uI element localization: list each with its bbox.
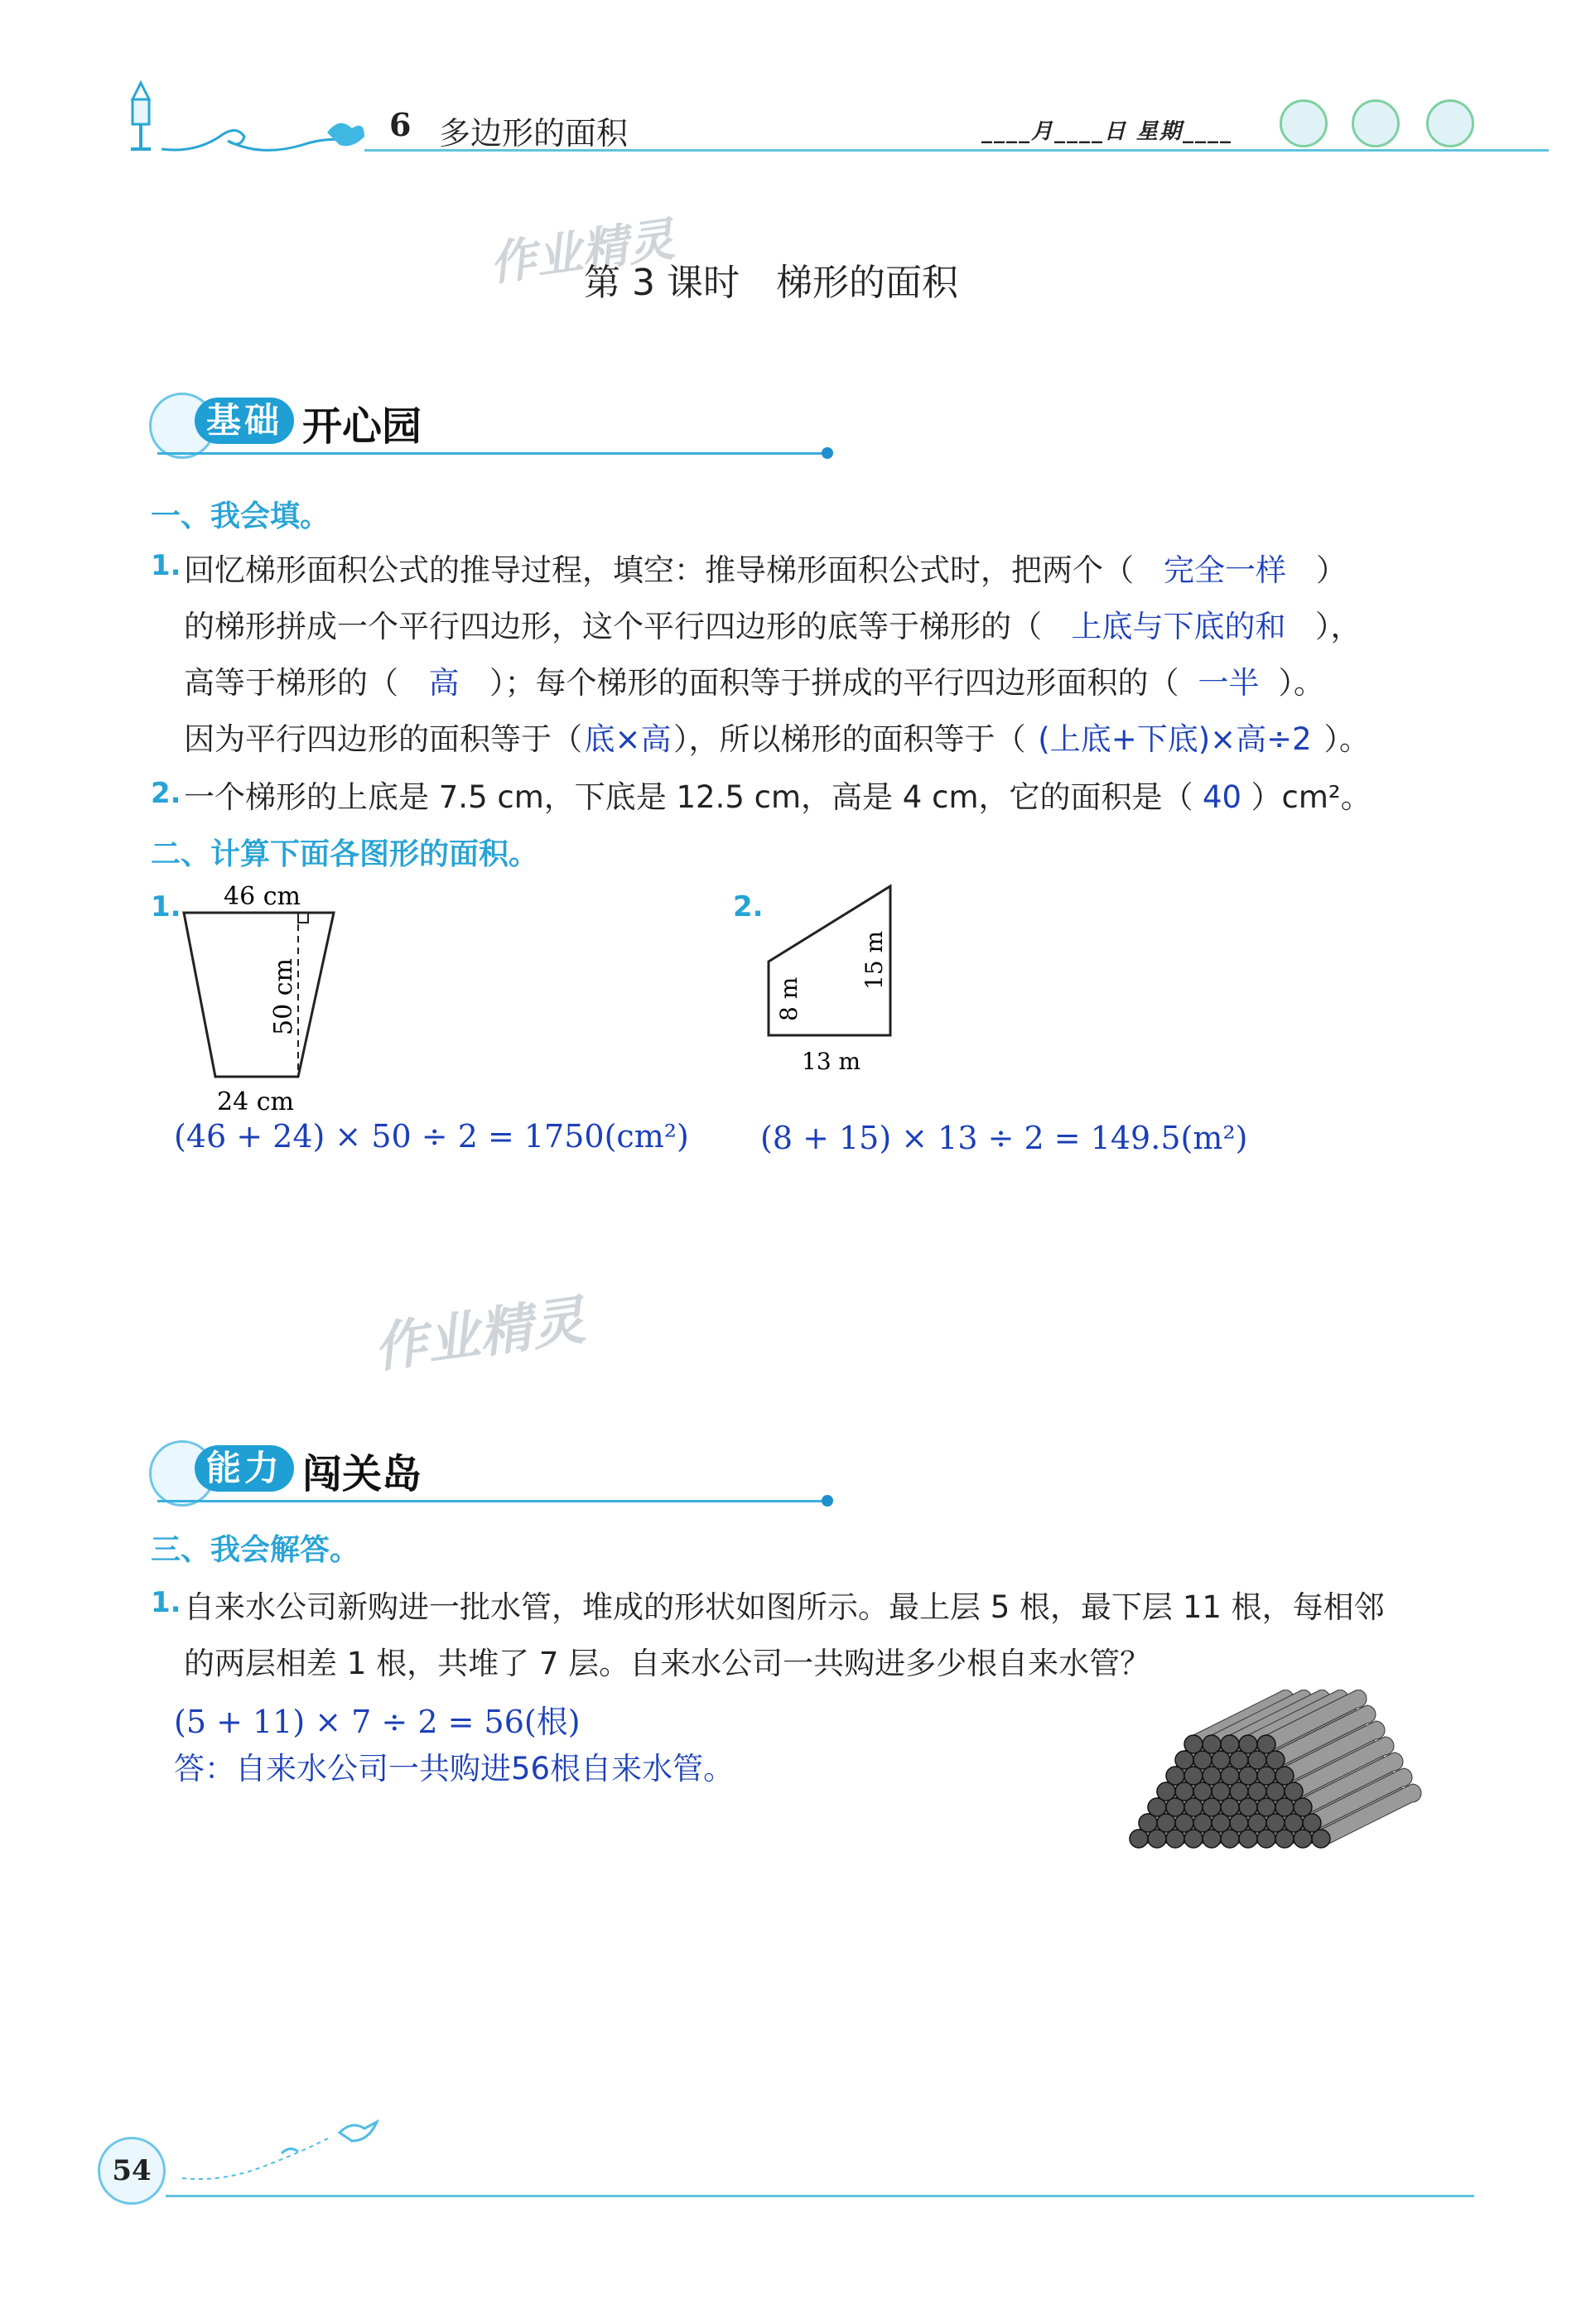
- q1-line4: 因为平行四边形的面积等于（底×高），所以梯形的面积等于（ (上底+下底)×高÷2 ）。: [184, 714, 1370, 759]
- section-rule-dot: [822, 447, 833, 459]
- pipe-end: [1303, 1814, 1321, 1832]
- q1-number: 1.: [151, 549, 181, 582]
- pipe-end: [1193, 1751, 1212, 1769]
- section-badge: 能力: [195, 1445, 294, 1492]
- fig2-left-label: 8 m: [775, 976, 803, 1021]
- pipe-end: [1212, 1814, 1230, 1832]
- pipe-end: [1221, 1798, 1239, 1816]
- watermark: 作业精灵: [486, 212, 678, 292]
- pipe-end: [1212, 1751, 1230, 1769]
- bird-decoration-icon: [174, 2104, 381, 2187]
- chapter-title: 多边形的面积: [439, 115, 629, 152]
- pipe-end: [1166, 1798, 1184, 1816]
- page-number: 54: [98, 2137, 166, 2205]
- pipe-end: [1193, 1782, 1212, 1801]
- trapezoid-figure-1: [166, 878, 364, 1118]
- q1-answer5: 底×高: [584, 721, 672, 757]
- part3-heading: 三、我会解答。: [151, 1533, 360, 1567]
- pipe-end: [1175, 1814, 1193, 1832]
- pipe-end: [1266, 1751, 1285, 1769]
- pipe-end: [1230, 1782, 1248, 1801]
- footer-rule: [166, 2195, 1474, 2197]
- q2-text: 一个梯形的上底是 7.5 cm，下底是 12.5 cm，高是 4 cm，它的面积是（ 40 ）cm²。: [184, 779, 1371, 815]
- section-title: 闯关岛: [302, 1451, 422, 1497]
- pipe-end: [1248, 1782, 1266, 1801]
- pipe-end: [1275, 1798, 1294, 1816]
- q1-line1: 回忆梯形面积公式的推导过程，填空：推导梯形面积公式时，把两个（ 完全一样 ）: [184, 545, 1347, 590]
- q2-answer: 40: [1202, 779, 1242, 815]
- pipe-stack-illustration: [1102, 1690, 1433, 1855]
- fig1-answer: (46 + 24) × 50 ÷ 2 = 1750(cm²): [174, 1118, 689, 1155]
- pipe-end: [1294, 1830, 1312, 1848]
- section-badge: 基础: [195, 398, 294, 444]
- pipe-end: [1139, 1814, 1157, 1832]
- pipe-end: [1221, 1735, 1239, 1753]
- fig2-bottom-label: 13 m: [802, 1048, 861, 1075]
- chapter-number: 6: [389, 106, 412, 143]
- fig1-top-label: 46 cm: [224, 882, 301, 911]
- pipe-end: [1294, 1798, 1312, 1816]
- pipe-end: [1193, 1814, 1212, 1832]
- pipe-end: [1248, 1751, 1266, 1769]
- pipe-end: [1266, 1782, 1285, 1801]
- fig1-bottom-label: 24 cm: [217, 1087, 294, 1116]
- swirl-vine-decoration: [161, 108, 369, 157]
- section-title: 开心园: [302, 403, 422, 450]
- p3-q1-line1: 自来水公司新购进一批水管，堆成的形状如图所示。最上层 5 根，最下层 11 根，每相邻: [184, 1589, 1385, 1625]
- pipe-end: [1230, 1814, 1248, 1832]
- fig1-number: 1.: [151, 890, 181, 923]
- pipe-end: [1166, 1830, 1184, 1848]
- pipe-end: [1248, 1814, 1266, 1832]
- pipe-end: [1257, 1830, 1275, 1848]
- pipe-end: [1275, 1767, 1294, 1785]
- section-rule: [157, 452, 827, 455]
- part1-heading: 一、我会填。: [151, 499, 330, 533]
- pipe-end: [1203, 1767, 1221, 1785]
- q1-answer2: 上底与下底的和: [1071, 609, 1286, 644]
- sad-face-icon: [1426, 99, 1474, 147]
- p3-calc: (5 + 11) × 7 ÷ 2 = 56(根): [174, 1704, 581, 1740]
- pipe-end: [1285, 1814, 1303, 1832]
- section-rule: [157, 1500, 827, 1502]
- pipe-end: [1230, 1751, 1248, 1769]
- pipe-end: [1257, 1767, 1275, 1785]
- q1-answer4: 一半: [1198, 665, 1260, 701]
- pipe-end: [1130, 1830, 1148, 1848]
- pipe-end: [1184, 1767, 1203, 1785]
- pipe-end: [1312, 1830, 1330, 1848]
- pipe-end: [1212, 1782, 1230, 1801]
- lesson-title: 第 3 课时 梯形的面积: [584, 262, 958, 304]
- pipe-end: [1239, 1830, 1257, 1848]
- q1-answer3: 高: [428, 665, 460, 701]
- pipe-end: [1184, 1735, 1203, 1753]
- q1-line2: 的梯形拼成一个平行四边形，这个平行四边形的底等于梯形的（ 上底与下底的和 ），: [184, 601, 1362, 646]
- neutral-face-icon: [1352, 99, 1400, 147]
- pipe-end: [1239, 1798, 1257, 1816]
- pipe-end: [1275, 1830, 1294, 1848]
- smiley-face-icon: [1280, 99, 1328, 147]
- p3-q1-number: 1.: [151, 1586, 181, 1619]
- fig2-number: 2.: [733, 890, 764, 923]
- section-banner-basic: [116, 389, 845, 456]
- pipe-end: [1257, 1798, 1275, 1816]
- section-rule-dot: [822, 1495, 833, 1507]
- part2-heading: 二、计算下面各图形的面积。: [151, 837, 539, 871]
- pipe-end: [1175, 1782, 1193, 1801]
- pipe-end: [1239, 1735, 1257, 1753]
- pipe-end: [1184, 1830, 1203, 1848]
- lamp-decoration-icon: [116, 79, 166, 153]
- pipe-end: [1157, 1814, 1175, 1832]
- pipe-end: [1257, 1735, 1275, 1753]
- p3-q1-line2: 的两层相差 1 根，共堆了 7 层。自来水公司一共购进多少根自来水管？: [184, 1646, 1151, 1681]
- pipe-end: [1157, 1782, 1175, 1801]
- pipe-end: [1239, 1767, 1257, 1785]
- fig1-height-label: 50 cm: [269, 958, 298, 1035]
- q1-answer1: 完全一样: [1164, 552, 1286, 588]
- q2-number: 2.: [151, 777, 181, 810]
- pipe-end: [1175, 1751, 1193, 1769]
- date-line: ____月____日 星期____: [981, 119, 1233, 144]
- pipe-end: [1203, 1735, 1221, 1753]
- pipe-end: [1148, 1798, 1166, 1816]
- pipe-end: [1148, 1830, 1166, 1848]
- pipe-end: [1184, 1798, 1203, 1816]
- q1-line3: 高等于梯形的（ 高 ）；每个梯形的面积等于拼成的平行四边形面积的（ 一半 ）。: [184, 658, 1324, 702]
- pipe-end: [1203, 1830, 1221, 1848]
- section-banner-ability: [116, 1437, 845, 1503]
- p3-answer: 答：自来水公司一共购进56根自来水管。: [174, 1751, 735, 1786]
- pipe-end: [1221, 1830, 1239, 1848]
- pipe-end: [1203, 1798, 1221, 1816]
- trapezoid-figure-2: [754, 874, 919, 1081]
- pipe-end: [1221, 1767, 1239, 1785]
- q1-answer6: (上底+下底)×高÷2: [1038, 721, 1312, 757]
- pipe-end: [1285, 1782, 1303, 1801]
- pipe-end: [1266, 1814, 1285, 1832]
- fig2-answer: (8 + 15) × 13 ÷ 2 = 149.5(m²): [760, 1120, 1248, 1156]
- watermark-2: 作业精灵: [369, 1290, 589, 1381]
- fig2-right-label: 15 m: [860, 930, 888, 990]
- pipe-end: [1166, 1767, 1184, 1785]
